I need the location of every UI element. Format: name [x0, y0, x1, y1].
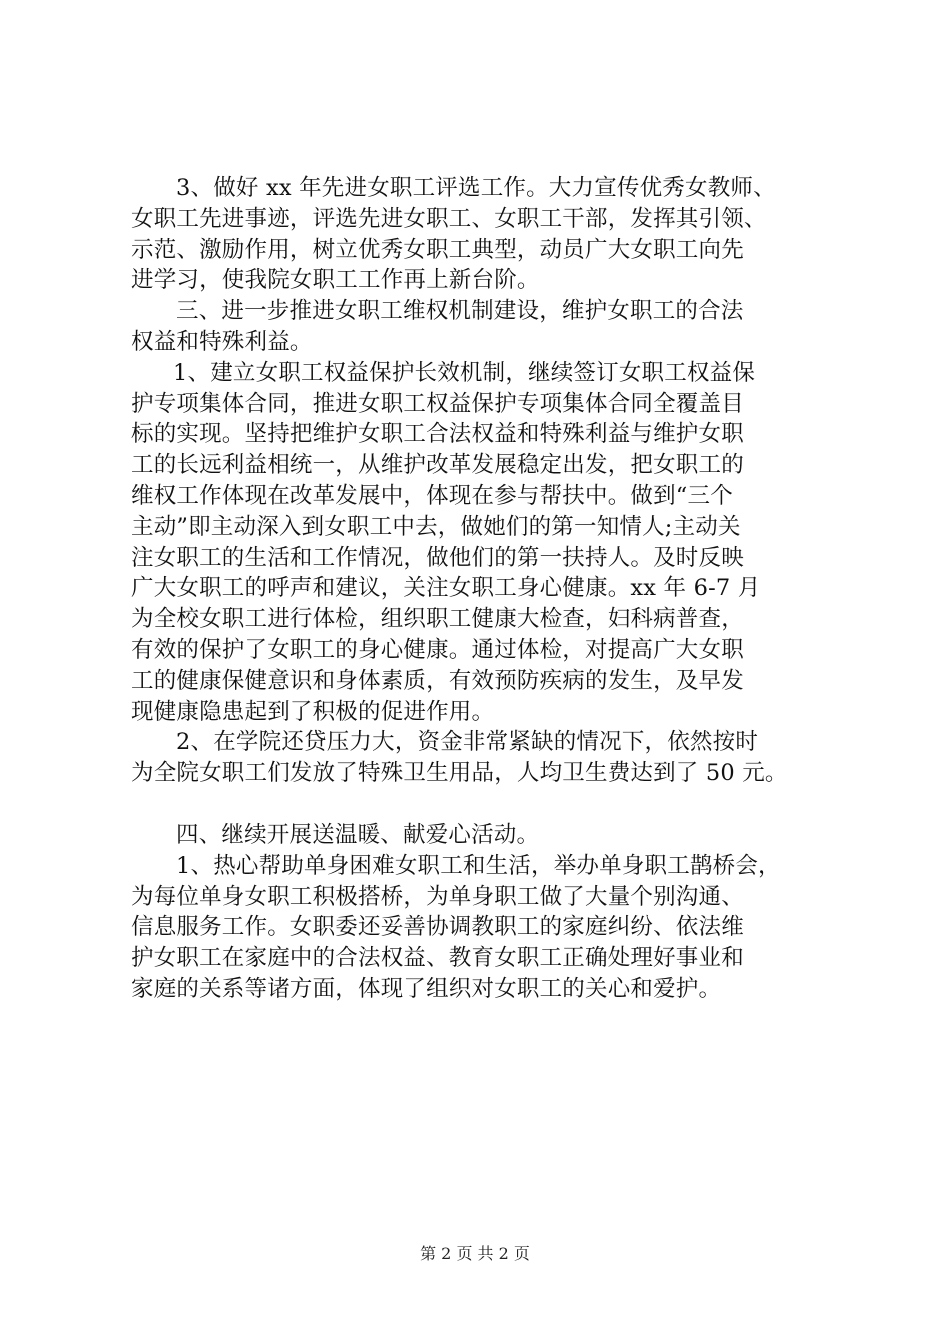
paragraph-line: 主动”即主动深入到女职工中去，做她们的第一知情人;主动关 — [131, 513, 741, 540]
paragraph-line: 1、建立女职工权益保护长效机制，继续签订女职工权益保 — [173, 359, 756, 386]
section-heading-line: 四、继续开展送温暖、献爱心活动。 — [176, 821, 540, 848]
paragraph-line: 维权工作体现在改革发展中，体现在参与帮扶中。做到“三个 — [131, 482, 733, 509]
paragraph-line: 为每位单身女职工积极搭桥，为单身职工做了大量个别沟通、 — [131, 883, 744, 910]
paragraph-line: 女职工先进事迹，评选先进女职工、女职工干部，发挥其引领、 — [131, 205, 767, 232]
paragraph-line: 有效的保护了女职工的身心健康。通过体检，对提高广大女职 — [131, 636, 744, 663]
paragraph-line: 现健康隐患起到了积极的促进作用。 — [131, 698, 495, 725]
paragraph-line: 为全校女职工进行体检，组织职工健康大检查，妇科病普查， — [131, 606, 744, 633]
paragraph-line: 家庭的关系等诸方面，体现了组织对女职工的关心和爱护。 — [131, 975, 722, 1002]
section-heading-line: 三、进一步推进女职工维权机制建设，维护女职工的合法 — [176, 298, 744, 325]
section-heading-line: 权益和特殊利益。 — [131, 328, 313, 355]
paragraph-line: 为全院女职工们发放了特殊卫生用品，人均卫生费达到了 50 元。 — [131, 760, 788, 787]
paragraph-line: 标的实现。坚持把维护女职工合法权益和特殊利益与维护女职 — [131, 421, 744, 448]
paragraph-line: 广大女职工的呼声和建议，关注女职工身心健康。xx 年 6-7 月 — [131, 575, 761, 602]
paragraph-line: 1、热心帮助单身困难女职工和生活，举办单身职工鹊桥会， — [176, 852, 781, 879]
page-footer: 第 2 页 共 2 页 — [420, 1244, 530, 1263]
paragraph-line: 注女职工的生活和工作情况，做他们的第一扶持人。及时反映 — [131, 544, 744, 571]
paragraph-line: 进学习，使我院女职工工作再上新台阶。 — [131, 267, 540, 294]
paragraph-line: 工的长远利益相统一，从维护改革发展稳定出发，把女职工的 — [131, 452, 744, 479]
blank-line — [131, 789, 839, 820]
paragraph-line: 示范、激励作用，树立优秀女职工典型，动员广大女职工向先 — [131, 236, 744, 263]
paragraph-line: 信息服务工作。女职委还妥善协调教职工的家庭纠纷、依法维 — [131, 914, 744, 941]
paragraph-line: 工的健康保健意识和身体素质，有效预防疾病的发生，及早发 — [131, 667, 744, 694]
paragraph-line: 2、在学院还贷压力大，资金非常紧缺的情况下，依然按时 — [176, 729, 759, 756]
document-body — [131, 173, 839, 1005]
paragraph-line: 3、做好 xx 年先进女职工评选工作。大力宣传优秀女教师、 — [176, 175, 776, 201]
paragraph-line: 护女职工在家庭中的合法权益、教育女职工正确处理好事业和 — [131, 945, 744, 972]
paragraph-line: 护专项集体合同，推进女职工权益保护专项集体合同全覆盖目 — [131, 390, 744, 417]
